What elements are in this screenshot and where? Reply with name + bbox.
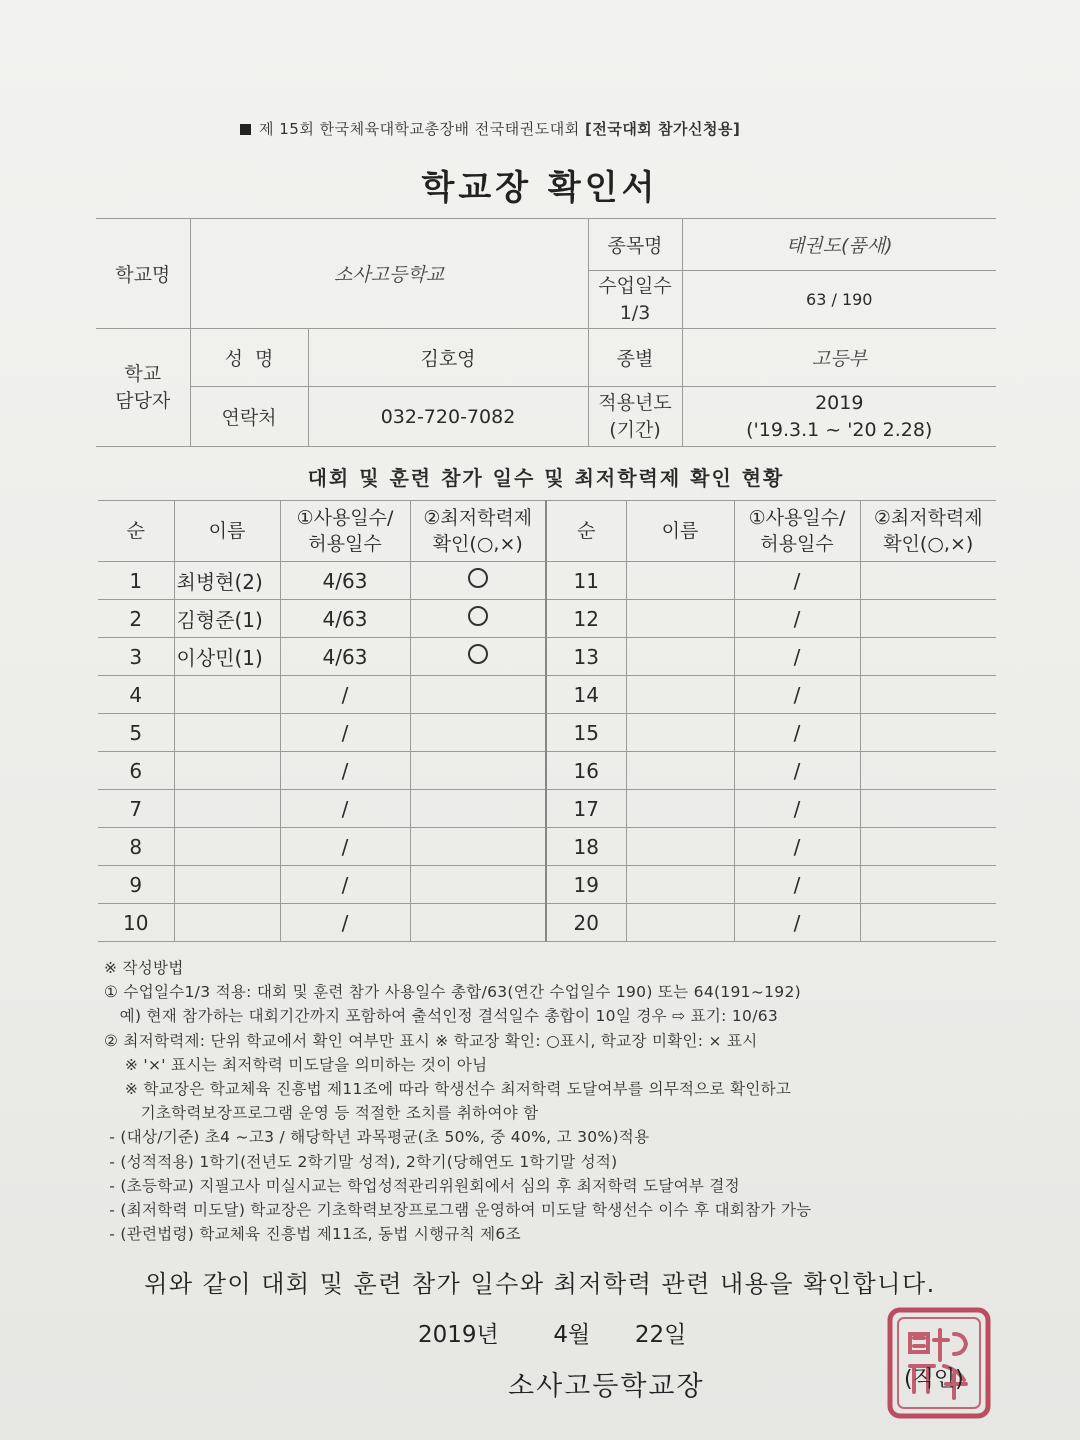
row-no: 6 <box>98 752 174 790</box>
row-grade <box>410 676 546 714</box>
date-year: 2019년 <box>418 1322 499 1348</box>
header-days-right-line2: 허용일수 <box>760 533 834 555</box>
row-days: / <box>734 790 860 828</box>
row-no: 5 <box>98 714 174 752</box>
header-days-line1: ①사용일수/ <box>296 507 394 529</box>
row-grade <box>410 866 546 904</box>
header-name: 이름 <box>174 501 280 562</box>
row-grade <box>860 600 996 638</box>
row-no: 17 <box>546 790 626 828</box>
row-no: 9 <box>98 866 174 904</box>
event-value: 태권도(품새) <box>682 219 996 271</box>
row-days: / <box>734 714 860 752</box>
header-name-right: 이름 <box>626 501 734 562</box>
row-grade <box>410 790 546 828</box>
row-days: / <box>280 828 410 866</box>
table-header-row <box>98 501 996 562</box>
note-line: - (초등학교) 지필고사 미실시교는 학업성적관리위원회에서 심의 후 최저학력 도달여부 결정 <box>104 1176 740 1195</box>
row-name <box>626 676 734 714</box>
grade-mark-text <box>488 568 489 569</box>
table-row <box>98 752 996 790</box>
table-row <box>98 904 996 942</box>
year-label <box>588 387 682 447</box>
row-no: 13 <box>546 638 626 676</box>
row-name <box>174 714 280 752</box>
row-no: 3 <box>98 638 174 676</box>
page-title: 학교장 확인서 <box>421 168 659 208</box>
row-name <box>174 752 280 790</box>
row-days: / <box>280 752 410 790</box>
division-value: 고등부 <box>682 329 996 387</box>
row-name: 최병현(2) <box>174 562 280 600</box>
header-grade-right-line1: ②최저학력제 <box>873 507 983 529</box>
row-days: / <box>734 676 860 714</box>
row-grade <box>860 790 996 828</box>
row-grade <box>860 638 996 676</box>
header-no: 순 <box>98 501 174 562</box>
year-value-year: 2019 <box>815 391 864 414</box>
row-days: 4/63 <box>280 638 410 676</box>
note-line: ※ 학교장은 학교체육 진흥법 제11조에 따라 학생선수 최저학력 도달여부를 의무적으로 확인하고 <box>104 1080 792 1099</box>
school-info-table <box>96 218 996 447</box>
header-grade-right <box>860 501 996 562</box>
note-line: ※ '×' 표시는 최저학력 미도달을 의미하는 것이 아님 <box>104 1055 488 1074</box>
date-month: 4월 <box>553 1322 591 1348</box>
row-no: 2 <box>98 600 174 638</box>
note-line: - (최저학력 미도달) 학교장은 기초학력보장프로그램 운영하여 미도달 학생선수 이수 후 대회참가 가능 <box>104 1201 812 1220</box>
table-row <box>98 866 996 904</box>
note-line: 예) 현재 참가하는 대회기간까지 포함하여 출석인정 결석일수 총합이 10일 경우 ⇨ 표기: 10/63 <box>104 1007 779 1026</box>
row-days: / <box>280 714 410 752</box>
row-grade <box>410 828 546 866</box>
row-no: 8 <box>98 828 174 866</box>
square-bullet-icon <box>240 124 251 135</box>
row-name <box>174 790 280 828</box>
class-days-value: 63 / 190 <box>682 271 996 329</box>
row-days: / <box>280 866 410 904</box>
row-name <box>626 562 734 600</box>
row-name: 이상민(1) <box>174 638 280 676</box>
row-no: 18 <box>546 828 626 866</box>
confirmation-statement: 위와 같이 대회 및 훈련 참가 일수와 최저학력 관련 내용을 확인합니다. <box>144 1270 936 1298</box>
note-line: ② 최저학력제: 단위 학교에서 확인 여부만 표시 ※ 학교장 확인: ○표시, 학교장 미확인: × 표시 <box>104 1031 758 1050</box>
row-grade <box>410 714 546 752</box>
seal-label: (직인) <box>904 1367 964 1392</box>
row-name: 김형준(1) <box>174 600 280 638</box>
row-grade <box>410 904 546 942</box>
row-name <box>626 752 734 790</box>
circle-mark-icon <box>468 606 488 626</box>
row-no: 4 <box>98 676 174 714</box>
row-days: / <box>734 828 860 866</box>
table-row <box>98 714 996 752</box>
manager-label-line2: 담당자 <box>115 389 171 412</box>
row-name <box>174 676 280 714</box>
row-no: 15 <box>546 714 626 752</box>
row-no: 16 <box>546 752 626 790</box>
row-days: / <box>280 676 410 714</box>
row-name <box>626 790 734 828</box>
row-grade <box>860 828 996 866</box>
date-day: 22일 <box>634 1322 687 1348</box>
class-days-label-line1: 수업일수 <box>598 274 672 297</box>
status-subtitle: 대회 및 훈련 참가 일수 및 최저학력제 확인 현황 <box>307 466 785 490</box>
school-name-label: 학교명 <box>96 219 190 329</box>
class-days-label <box>588 271 682 329</box>
header-grade-line2: 확인(○,×) <box>432 533 523 555</box>
header-grade-right-line2: 확인(○,×) <box>883 533 974 555</box>
row-grade <box>860 562 996 600</box>
table-row <box>98 562 996 600</box>
manager-label-line1: 학교 <box>124 362 162 385</box>
row-days: / <box>280 904 410 942</box>
event-header <box>240 118 860 139</box>
header-days <box>280 501 410 562</box>
header-grade <box>410 501 546 562</box>
name-label: 성 명 <box>190 329 308 387</box>
row-days: / <box>734 752 860 790</box>
table-row <box>98 828 996 866</box>
row-grade <box>860 866 996 904</box>
row-days: / <box>734 562 860 600</box>
note-line: - (대상/기준) 초4 ~고3 / 해당학년 과목평균(초 50%, 중 40%, 고 30%)적용 <box>104 1128 650 1147</box>
row-days: / <box>734 904 860 942</box>
instructions-notes <box>104 956 1004 1246</box>
class-days-label-line2: 1/3 <box>619 301 651 324</box>
manager-name-value: 김호영 <box>308 329 588 387</box>
year-value <box>682 387 996 447</box>
row-grade <box>410 562 546 600</box>
row-name <box>626 600 734 638</box>
row-grade <box>410 752 546 790</box>
row-name <box>626 828 734 866</box>
note-line: - (관련법령) 학교체육 진흥법 제11조, 동법 시행규칙 제6조 <box>104 1225 521 1244</box>
row-name <box>626 638 734 676</box>
row-no: 14 <box>546 676 626 714</box>
row-name <box>174 866 280 904</box>
circle-mark-icon <box>468 568 488 588</box>
principal-signer: 소사고등학교장 <box>508 1371 705 1402</box>
table-row <box>98 600 996 638</box>
note-line: 기초학력보장프로그램 운영 등 적절한 조치를 취하여야 함 <box>104 1104 539 1123</box>
row-days: / <box>734 638 860 676</box>
row-no: 19 <box>546 866 626 904</box>
row-days: 4/63 <box>280 600 410 638</box>
school-name-value: 소사고등학교 <box>190 219 588 329</box>
row-name <box>626 904 734 942</box>
header-days-right-line1: ①사용일수/ <box>748 507 846 529</box>
year-label-line1: 적용년도 <box>598 391 672 414</box>
header-days-right <box>734 501 860 562</box>
row-days: / <box>280 790 410 828</box>
row-no: 10 <box>98 904 174 942</box>
row-no: 20 <box>546 904 626 942</box>
row-no: 7 <box>98 790 174 828</box>
row-grade <box>860 676 996 714</box>
grade-mark-text <box>488 606 489 607</box>
participation-table <box>98 500 996 942</box>
event-header-bracket: [전국대회 참가신청용] <box>584 120 741 138</box>
row-name <box>174 828 280 866</box>
table-row <box>98 790 996 828</box>
note-line: ① 수업일수1/3 적용: 대회 및 훈련 참가 사용일수 총합/63(연간 수업일수 190) 또는 64(191~192) <box>104 983 801 1002</box>
event-label: 종목명 <box>588 219 682 271</box>
row-days: 4/63 <box>280 562 410 600</box>
row-name <box>174 904 280 942</box>
contact-value: 032-720-7082 <box>308 387 588 447</box>
row-days: / <box>734 600 860 638</box>
row-grade <box>410 600 546 638</box>
note-line: - (성적적용) 1학기(전년도 2학기말 성적), 2학기(당해연도 1학기말 성적) <box>104 1152 618 1171</box>
manager-label <box>96 329 190 447</box>
year-label-line2: (기간) <box>609 418 661 441</box>
event-header-text: 제 15회 한국체육대학교총장배 전국태권도대회 <box>259 120 585 138</box>
row-days: / <box>734 866 860 904</box>
row-name <box>626 866 734 904</box>
circle-mark-icon <box>468 644 488 664</box>
header-grade-line1: ②최저학력제 <box>423 507 533 529</box>
row-grade <box>410 638 546 676</box>
header-no-right: 순 <box>546 501 626 562</box>
row-no: 1 <box>98 562 174 600</box>
row-grade <box>860 714 996 752</box>
row-grade <box>860 752 996 790</box>
signature-date <box>418 1316 686 1349</box>
row-grade <box>860 904 996 942</box>
table-row <box>98 676 996 714</box>
division-label: 종별 <box>588 329 682 387</box>
table-row <box>98 638 996 676</box>
row-no: 11 <box>546 562 626 600</box>
contact-label: 연락처 <box>190 387 308 447</box>
year-value-period: ('19.3.1 ~ '20 2.28) <box>746 418 933 441</box>
header-days-line2: 허용일수 <box>308 533 382 555</box>
row-no: 12 <box>546 600 626 638</box>
note-line: ※ 작성방법 <box>104 959 184 977</box>
row-name <box>626 714 734 752</box>
grade-mark-text <box>488 644 489 645</box>
